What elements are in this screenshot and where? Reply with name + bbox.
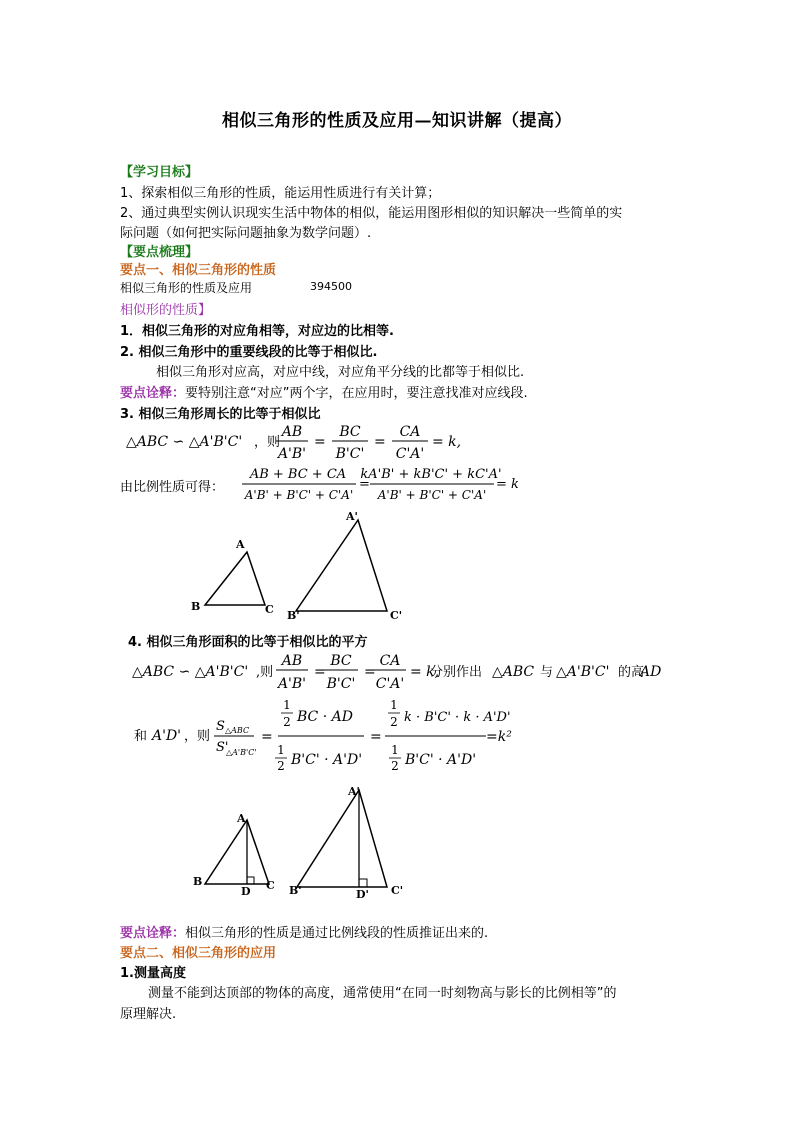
- svg-text:C'A': C'A': [375, 676, 405, 692]
- svg-text:D: D: [241, 885, 251, 898]
- svg-text:CA: CA: [379, 653, 401, 669]
- property-3: 3. 相似三角形周长的比等于相似比: [120, 407, 321, 422]
- svg-text:1: 1: [390, 698, 398, 712]
- svg-text:A'B': A'B': [277, 676, 307, 692]
- svg-text:kA'B' + kB'C' + kC'A': kA'B' + kB'C' + kC'A': [360, 467, 502, 482]
- ratio-property-prefix: 由比例性质可得：: [120, 480, 225, 495]
- svg-text:S: S: [216, 719, 225, 734]
- triangle-similarity: △ABC ∽ △A'B'C': [126, 434, 243, 450]
- svg-text:k · B'C' · k · A'D': k · B'C' · k · A'D': [404, 710, 511, 725]
- video-label[interactable]: 相似三角形的性质及应用: [120, 281, 253, 295]
- similar-triangles-figure-1: [186, 506, 416, 624]
- svg-text:AD: AD: [640, 664, 662, 680]
- svg-text:AB: AB: [281, 424, 303, 440]
- svg-text:△A'B'C': △A'B'C': [226, 748, 257, 757]
- svg-text:=: =: [359, 477, 370, 492]
- application-1-heading: 1.测量高度: [120, 966, 186, 981]
- area-ratio-setup: [128, 646, 668, 696]
- svg-text:= k,: = k,: [432, 434, 462, 450]
- svg-text:A: A: [237, 812, 246, 825]
- svg-text:B': B': [289, 884, 302, 897]
- svg-text:2: 2: [277, 759, 285, 770]
- svg-text:A': A': [348, 785, 360, 798]
- svg-text:=k²: =k²: [486, 729, 512, 745]
- svg-text:A'B' + B'C' + C'A': A'B' + B'C' + C'A': [244, 488, 354, 502]
- svg-text:B'C': B'C': [326, 676, 356, 692]
- svg-text:BC: BC: [330, 653, 352, 669]
- svg-text:△ABC: △ABC: [225, 726, 250, 735]
- svg-text:C: C: [266, 879, 275, 892]
- svg-text:△A'B'C': △A'B'C': [556, 664, 610, 680]
- page-title: 相似三角形的性质及应用—知识讲解（提高）: [222, 111, 572, 131]
- svg-text:B: B: [191, 600, 201, 613]
- svg-text:C': C': [391, 884, 404, 897]
- svg-text:的高: 的高: [618, 665, 645, 680]
- svg-text:B'C': B'C': [335, 446, 365, 462]
- property-4: 4. 相似三角形面积的比等于相似比的平方: [128, 635, 368, 650]
- goal-item-2-line2: 际问题（如何把实际问题抽象为数学问题）.: [120, 226, 372, 241]
- note1-text: 要特别注意“对应”两个字，在应用时，要注意找准对应线段.: [185, 386, 528, 401]
- goal-item-2-line1: 2、通过典型实例认识现实生活中物体的相似，能运用图形相似的知识解决一些简单的实: [120, 206, 623, 221]
- note1-label: 要点诠释：: [120, 386, 186, 401]
- svg-text:2: 2: [391, 759, 399, 770]
- sub-heading: 相似形的性质】: [120, 303, 212, 318]
- similar-triangles-figure-2: [186, 780, 416, 900]
- property-2: 2. 相似三角形中的重要线段的比等于相似比.: [120, 345, 378, 360]
- point2-heading: 要点二、相似三角形的应用: [120, 946, 277, 961]
- svg-text:2: 2: [390, 715, 398, 729]
- svg-text:=: =: [374, 434, 386, 450]
- svg-text:BC · AD: BC · AD: [297, 709, 353, 725]
- svg-text:BC: BC: [339, 424, 361, 440]
- points-heading: 【要点梳理】: [120, 245, 199, 260]
- svg-text:D': D': [356, 888, 369, 900]
- svg-text:，则: ，则: [184, 729, 211, 744]
- svg-text:A'D': A'D': [152, 728, 182, 744]
- svg-text:AB + BC + CA: AB + BC + CA: [249, 467, 347, 482]
- goal-item-1: 1、探索相似三角形的性质，能运用性质进行有关计算；: [120, 186, 441, 201]
- property-2-detail: 相似三角形对应高，对应中线，对应角平分线的比都等于相似比.: [156, 365, 525, 380]
- then-label: ，则: [254, 435, 281, 450]
- svg-text:C': C': [390, 609, 403, 622]
- svg-text:=: =: [261, 729, 273, 745]
- svg-text:B': B': [287, 609, 300, 622]
- svg-text:分别作出: 分别作出: [430, 665, 483, 680]
- triangle-abc-prime-with-height: [297, 790, 387, 887]
- svg-text:与: 与: [540, 665, 554, 680]
- area-ratio-formula: [130, 694, 530, 770]
- svg-text:AB: AB: [281, 653, 303, 669]
- perimeter-ratio-formula: [126, 418, 466, 466]
- svg-text:,则: ,则: [256, 665, 274, 680]
- triangle-abc: [205, 552, 265, 605]
- svg-text:C: C: [265, 603, 274, 616]
- svg-text:B: B: [193, 875, 203, 888]
- property-1: 1．相似三角形的对应角相等，对应边的比相等.: [120, 324, 394, 339]
- application-1-line2: 原理解决.: [120, 1007, 177, 1022]
- svg-text:=: =: [364, 664, 376, 680]
- note2-text: 相似三角形的性质是通过比例线段的性质推证出来的.: [185, 926, 489, 941]
- svg-text:B'C' · A'D': B'C' · A'D': [291, 752, 363, 768]
- triangle-abc-prime: [296, 520, 387, 611]
- svg-text:= k,: = k,: [410, 664, 440, 680]
- note2-label: 要点诠释：: [120, 926, 186, 941]
- svg-text:A: A: [236, 538, 245, 551]
- application-1-line1: 测量不能到达顶部的物体的高度，通常使用“在同一时刻物高与影长的比例相等”的: [148, 986, 617, 1001]
- svg-text:1: 1: [283, 698, 291, 712]
- svg-text:A'B': A'B': [277, 446, 307, 462]
- svg-text:C'A': C'A': [395, 446, 425, 462]
- svg-text:1: 1: [277, 743, 285, 757]
- svg-text:B'C' · A'D': B'C' · A'D': [405, 752, 477, 768]
- svg-text:CA: CA: [399, 424, 421, 440]
- video-id: 394500: [310, 280, 352, 293]
- svg-text:△ABC: △ABC: [492, 664, 535, 680]
- svg-text:1: 1: [391, 743, 399, 757]
- svg-text:= k: = k: [496, 477, 519, 492]
- svg-text:S': S': [216, 740, 229, 755]
- svg-text:=: =: [370, 729, 382, 745]
- svg-text:A': A': [346, 510, 358, 523]
- goals-heading: 【学习目标】: [120, 165, 199, 180]
- svg-text:△ABC ∽ △A'B'C': △ABC ∽ △A'B'C': [132, 664, 249, 680]
- svg-text:和: 和: [134, 729, 148, 744]
- perimeter-sum-formula: [238, 462, 538, 504]
- svg-text:A'B' + B'C' + C'A': A'B' + B'C' + C'A': [377, 488, 487, 502]
- svg-text:2: 2: [283, 715, 291, 729]
- svg-text:=: =: [314, 664, 326, 680]
- point1-heading: 要点一、相似三角形的性质: [120, 263, 277, 278]
- triangle-abc-with-height: [205, 820, 269, 884]
- svg-text:=: =: [314, 434, 326, 450]
